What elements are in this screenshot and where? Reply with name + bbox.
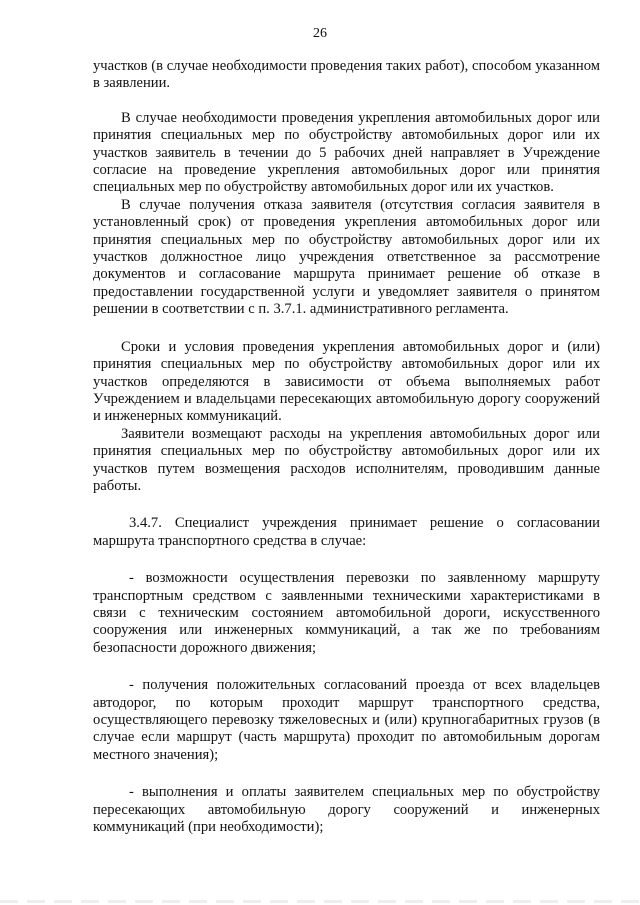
scan-edge-artifact bbox=[0, 900, 640, 903]
paragraph-terms: Сроки и условия проведения укрепления автомобильных дорог и (или) принятия специальных мер по обустройству автомобильных дорог или их участков определяются в зависимости от объема выполняемых работ Учреждением и владельцами пересекающих автомобильную дорогу сооружений и инженерных коммуникаций. bbox=[93, 338, 600, 425]
paragraph-consent: В случае необходимости проведения укрепления автомобильных дорог или принятия специальных мер по обустройству автомобильных дорог или их участков заявитель в течении до 5 рабочих дней направляет в Учреждение согласие на проведение укрепления автомобильных дорог или принятия специальных мер по обустройству автомобильных дорог или их участков. bbox=[93, 109, 600, 196]
section-3-4-7-heading: 3.4.7. Специалист учреждения принимает решение о согласовании маршрута транспортного средства в случае: bbox=[93, 515, 600, 549]
document-body bbox=[93, 58, 600, 836]
list-item-feasibility: - возможности осуществления перевозки по заявленному маршруту транспортным средством с заявленными техническими характеристиками в связи с техническим состоянием автомобильной дороги, искусственного сооружения или инженерных коммуникаций, а так же по требованиям безопасности дорожного движения; bbox=[93, 570, 600, 656]
list-item-approvals: - получения положительных согласований проезда от всех владельцев автодорог, по которым проходит маршрут транспортного средства, осуществляющего перевозку тяжеловесных и (или) крупногабаритных грузов (в случае если маршрут (часть маршрута) проходит по автомобильным дорогам местного значения); bbox=[93, 677, 600, 763]
paragraph-compensation: Заявители возмещают расходы на укрепления автомобильных дорог или принятия специальных мер по обустройству автомобильных дорог или их участков путем возмещения расходов исполнителям, проводившим данные работы. bbox=[93, 425, 600, 494]
page-number: 26 bbox=[313, 26, 327, 41]
paragraph-refusal: В случае получения отказа заявителя (отсутствия согласия заявителя в установленный срок) от проведения укрепления автомобильных дорог или принятия специальных мер по обустройству автомобильных дорог или их участков должностное лицо учреждения ответственное за рассмотрение документов и согласование маршрута принимает решение об отказе в предоставлении государственной услуги и уведомляет заявителя о принятом решении в соответствии с п. 3.7.1. административного регламента. bbox=[93, 196, 600, 318]
list-item-special-measures: - выполнения и оплаты заявителем специальных мер по обустройству пересекающих автомобильную дорогу сооружений и инженерных коммуникаций (при необходимости); bbox=[93, 784, 600, 836]
paragraph-continuation: участков (в случае необходимости проведения таких работ), способом указанном в заявлении. bbox=[93, 58, 600, 92]
